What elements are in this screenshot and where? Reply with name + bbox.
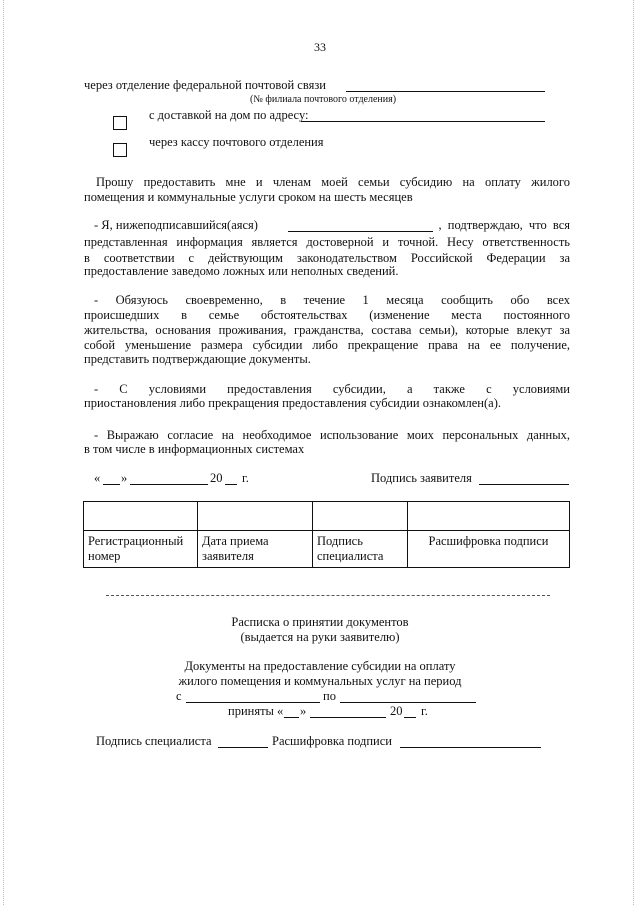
confirm-suffix: , подтверждаю, что вся: [438, 218, 570, 232]
signer-name-field[interactable]: [288, 231, 433, 232]
date-year-field[interactable]: [225, 484, 237, 485]
table-row-headers: [84, 531, 570, 568]
accepted-month-field[interactable]: [310, 717, 386, 718]
page-number: 33: [314, 40, 326, 54]
period-to-label: по: [323, 689, 336, 703]
date-year-prefix: 20: [210, 471, 223, 485]
obligation-line-5: представить подтверждающие документы.: [84, 352, 311, 366]
signature-decryption-header: Расшифровка подписи: [408, 531, 570, 568]
obligation-line-2: происшедших в семье обстоятельствах (изменение места постоянного: [84, 308, 570, 322]
accepted-label: приняты «: [228, 704, 284, 718]
date-month-field[interactable]: [130, 484, 208, 485]
date-open-quote: «: [94, 471, 101, 485]
receipt-subtitle: (выдается на руки заявителю): [240, 630, 400, 644]
cashdesk-label: через кассу почтового отделения: [149, 135, 324, 149]
home-delivery-checkbox[interactable]: [113, 116, 127, 130]
specialist-sign-label: Подпись специалиста: [96, 734, 212, 748]
acceptance-date-header: Дата приема заявителя: [198, 531, 313, 568]
request-line-2: помещения и коммунальные услуги сроком на шесть месяцев: [84, 190, 413, 204]
table-cell[interactable]: [408, 502, 570, 531]
applicant-signature-field[interactable]: [479, 484, 569, 485]
registration-number-header: Регистрационный номер: [84, 531, 198, 568]
confirm-line-3: в соответствии с действующим законодательством Российской Федерации за: [84, 251, 570, 265]
scan-edge-left: [3, 0, 4, 905]
consent-line-1: - Выражаю согласие на необходимое использование моих персональных данных,: [94, 428, 570, 442]
postal-branch-label: через отделение федеральной почтовой связи: [84, 78, 326, 92]
period-from-label: с: [176, 689, 182, 703]
period-from-field[interactable]: [186, 702, 320, 703]
specialist-sign-field[interactable]: [218, 747, 268, 748]
decryption-field[interactable]: [400, 747, 541, 748]
consent-line-2: в том числе в информационных системах: [84, 442, 305, 456]
receipt-title: Расписка о принятии документов: [231, 615, 409, 629]
registration-table: [83, 501, 570, 568]
scan-edge-right: [633, 0, 634, 905]
accepted-year-field[interactable]: [404, 717, 416, 718]
table-cell[interactable]: [84, 502, 198, 531]
home-address-field[interactable]: [301, 121, 545, 122]
accepted-year-suffix: г.: [421, 704, 428, 718]
cut-line: [106, 595, 550, 596]
confirm-line-2: представленная информация является достоверной и точной. Несу ответственность: [84, 235, 570, 249]
table-cell[interactable]: [198, 502, 313, 531]
date-day-field[interactable]: [103, 484, 120, 485]
request-line-1: Прошу предоставить мне и членам моей семьи субсидию на оплату жилого: [96, 175, 570, 189]
postal-branch-field[interactable]: [346, 91, 545, 92]
table-row-blank: [84, 502, 570, 531]
conditions-line-2: приостановления либо прекращения предоставления субсидии ознакомлен(а).: [84, 396, 501, 410]
accepted-close-quote: »: [300, 704, 307, 718]
receipt-docs-line-1: Документы на предоставление субсидии на оплату: [184, 659, 456, 673]
confirm-prefix: - Я, нижеподписавшийся(аяся): [94, 218, 258, 232]
obligation-line-1: - Обязуюсь своевременно, в течение 1 месяца сообщить обо всех: [94, 293, 570, 307]
decryption-label: Расшифровка подписи: [272, 734, 392, 748]
date-close-quote: »: [121, 471, 128, 485]
applicant-signature-label: Подпись заявителя: [371, 471, 472, 485]
date-year-suffix: г.: [242, 471, 249, 485]
postal-branch-note: (№ филиала почтового отделения): [250, 94, 397, 105]
receipt-docs-line-2: жилого помещения и коммунальных услуг на период: [178, 674, 462, 688]
accepted-day-field[interactable]: [284, 717, 299, 718]
confirm-line-4: предоставление заведомо ложных или неполных сведений.: [84, 264, 399, 278]
obligation-line-4: собой уменьшение размера субсидии либо прекращение права на ее получение,: [84, 338, 570, 352]
obligation-line-3: жительства, основания проживания, гражданства, состава семьи), которые влекут за: [84, 323, 570, 337]
cashdesk-checkbox[interactable]: [113, 143, 127, 157]
conditions-line-1: - С условиями предоставления субсидии, а также с условиями: [94, 382, 570, 396]
home-delivery-label: с доставкой на дом по адресу:: [149, 108, 309, 122]
period-to-field[interactable]: [340, 702, 476, 703]
accepted-year-prefix: 20: [390, 704, 403, 718]
table-cell[interactable]: [313, 502, 408, 531]
specialist-signature-header: Подпись специалиста: [313, 531, 408, 568]
